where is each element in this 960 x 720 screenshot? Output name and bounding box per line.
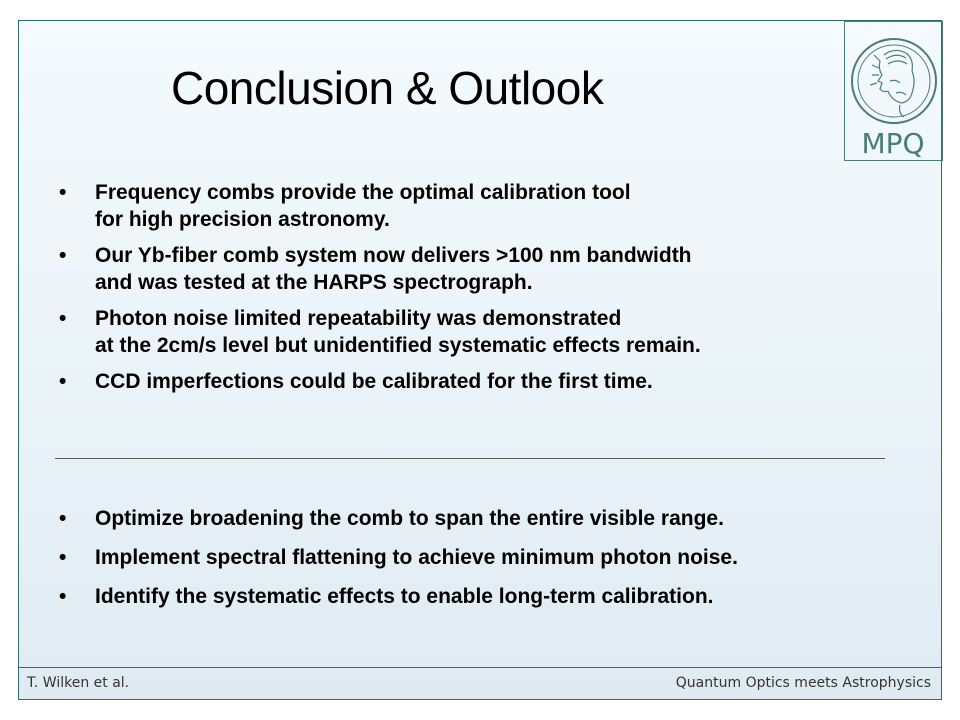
list-item xyxy=(59,505,939,532)
mpq-logo xyxy=(844,21,943,161)
bullet-text: Identify the systematic effects to enable long-term calibration. xyxy=(95,585,714,608)
bullet-icon: • xyxy=(59,546,67,569)
section-divider xyxy=(55,458,885,459)
list-item xyxy=(59,242,939,296)
list-item xyxy=(59,179,939,233)
footer-author: T. Wilken et al. xyxy=(27,675,130,691)
bullet-text: Our Yb-fiber comb system now delivers >100 nm bandwidth and was tested at the HARPS spectrograph. xyxy=(95,244,692,294)
bullet-icon: • xyxy=(59,181,67,204)
bullet-icon: • xyxy=(59,585,67,608)
bullet-text: Optimize broadening the comb to span the entire visible range. xyxy=(95,507,724,530)
list-item xyxy=(59,544,939,571)
list-item xyxy=(59,305,939,359)
slide xyxy=(18,20,942,700)
list-item xyxy=(59,368,939,395)
bullet-icon: • xyxy=(59,370,67,393)
bullet-text: Photon noise limited repeatability was demonstrated at the 2cm/s level but unidentified systematic effects remain. xyxy=(95,307,701,357)
slide-title: Conclusion & Outlook xyxy=(171,62,604,114)
footer-talk-title: Quantum Optics meets Astrophysics xyxy=(675,675,931,691)
bullet-text: CCD imperfections could be calibrated for the first time. xyxy=(95,370,653,393)
minerva-head-icon xyxy=(844,21,943,161)
conclusions-list xyxy=(59,179,939,404)
list-item xyxy=(59,583,939,610)
bullet-icon: • xyxy=(59,244,67,267)
bullet-icon: • xyxy=(59,507,67,530)
logo-text: MPQ xyxy=(861,127,925,160)
bullet-icon: • xyxy=(59,307,67,330)
outlook-list xyxy=(59,505,939,622)
bullet-text: Frequency combs provide the optimal calibration tool for high precision astronomy. xyxy=(95,181,631,231)
slide-footer xyxy=(19,667,941,699)
bullet-text: Implement spectral flattening to achieve minimum photon noise. xyxy=(95,546,738,569)
